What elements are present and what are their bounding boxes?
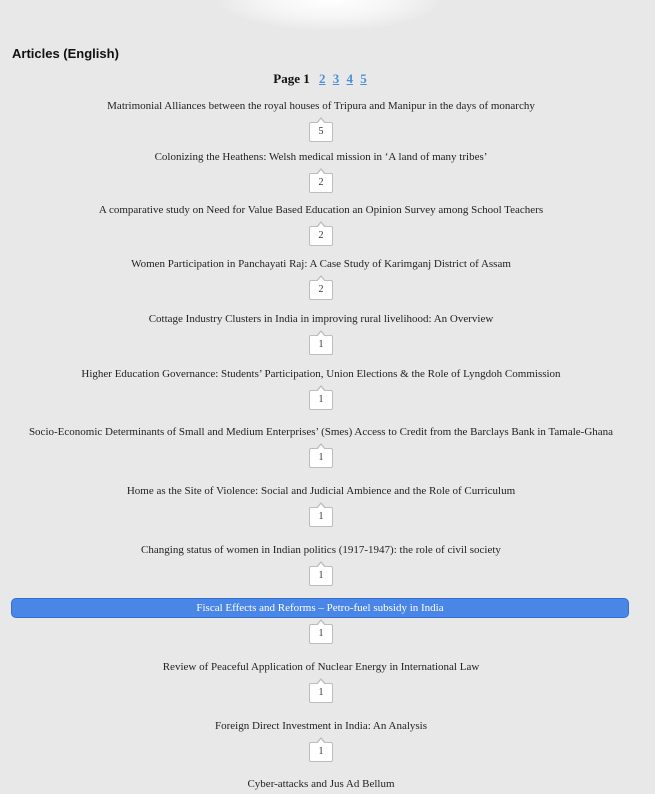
article-title-link[interactable]: Women Participation in Panchayati Raj: A Case Study of Karimganj District of Assam — [131, 258, 511, 270]
section-title: Articles (English) — [12, 46, 119, 61]
view-count-badge: 1 — [309, 507, 333, 527]
article-title-link[interactable]: Colonizing the Heathens: Welsh medical mission in ‘A land of many tribes’ — [154, 151, 488, 163]
article-item — [0, 540, 642, 586]
article-item — [0, 200, 642, 246]
view-count-badge: 5 — [309, 122, 333, 142]
view-count-badge: 1 — [309, 683, 333, 703]
article-title-link[interactable]: Review of Peaceful Application of Nuclear Energy in International Law — [162, 661, 480, 673]
article-item — [0, 657, 642, 703]
article-item — [0, 309, 642, 355]
article-item — [0, 147, 642, 193]
view-count-badge: 1 — [309, 335, 333, 355]
article-item-highlighted — [0, 598, 642, 644]
article-item — [0, 774, 642, 794]
view-count-badge: 1 — [309, 448, 333, 468]
article-title-link[interactable]: Foreign Direct Investment in India: An Analysis — [214, 720, 428, 732]
view-count-badge: 1 — [309, 742, 333, 762]
view-count-badge: 2 — [309, 173, 333, 193]
page-link-4[interactable]: 4 — [346, 71, 353, 86]
view-count-badge: 1 — [309, 624, 333, 644]
header-glow — [220, 0, 440, 30]
article-item — [0, 364, 642, 410]
view-count-badge: 1 — [309, 390, 333, 410]
view-count-badge: 2 — [309, 280, 333, 300]
article-item — [0, 254, 642, 300]
page-link-5[interactable]: 5 — [360, 71, 367, 86]
article-title-link[interactable]: Cottage Industry Clusters in India in improving rural livelihood: An Overview — [148, 313, 494, 325]
view-count-badge: 2 — [309, 226, 333, 246]
article-title-link[interactable]: Higher Education Governance: Students’ Participation, Union Elections & the Role of Lyngdoh Commission — [81, 368, 561, 380]
article-title-link[interactable]: Fiscal Effects and Reforms – Petro-fuel subsidy in India — [11, 598, 629, 618]
article-title-link[interactable]: Matrimonial Alliances between the royal houses of Tripura and Manipur in the days of monarchy — [107, 100, 535, 112]
pagination — [0, 71, 642, 87]
article-item — [0, 96, 642, 142]
current-page-label: Page 1 — [273, 71, 310, 86]
article-title-link[interactable]: Home as the Site of Violence: Social and Judicial Ambience and the Role of Curriculum — [126, 485, 516, 497]
article-title-link[interactable]: Changing status of women in Indian politics (1917-1947): the role of civil society — [141, 544, 501, 556]
article-item — [0, 422, 642, 468]
article-item — [0, 716, 642, 762]
article-title-link[interactable]: Cyber-attacks and Jus Ad Bellum — [247, 778, 395, 790]
article-title-link[interactable]: A comparative study on Need for Value Based Education an Opinion Survey among School Teachers — [98, 204, 544, 216]
article-title-link[interactable]: Socio-Economic Determinants of Small and Medium Enterprises’ (Smes) Access to Credit from the Barclays Bank in Tamale-Ghana — [28, 426, 614, 438]
view-count-badge: 1 — [309, 566, 333, 586]
article-item — [0, 481, 642, 527]
page-link-3[interactable]: 3 — [332, 71, 340, 86]
page-link-2[interactable]: 2 — [318, 71, 326, 86]
